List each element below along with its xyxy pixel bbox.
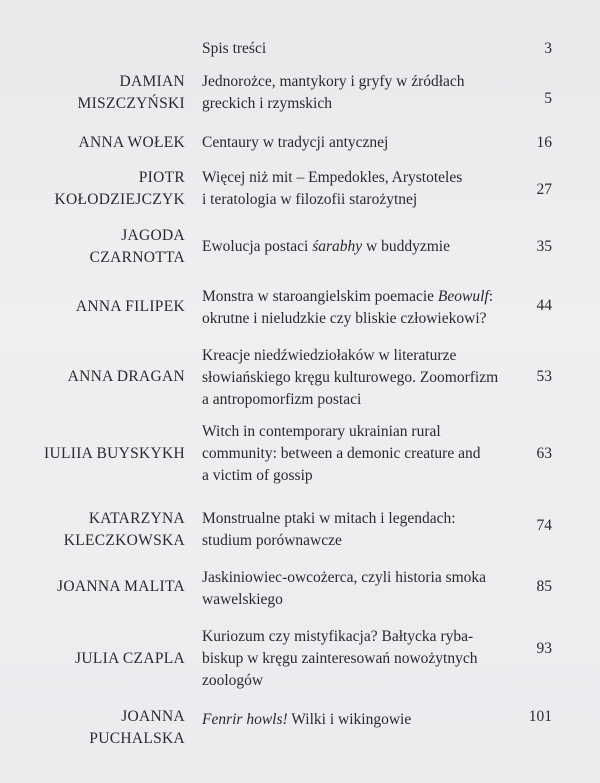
entry-author: JULIA CZAPLA: [75, 650, 185, 667]
entry-page: 53: [536, 368, 552, 385]
entry-author: ANNA WOŁEK: [78, 134, 185, 151]
entry-page: 63: [536, 445, 552, 462]
entry-author: JAGODA CZARNOTTA: [89, 227, 185, 266]
entry-page: 35: [536, 238, 552, 255]
entry-page: 27: [536, 181, 552, 198]
entry-title: Więcej niż mit – Empedokles, Arystoteles i teratologia w filozofii starożytnej: [202, 169, 463, 208]
toc-heading-page: 3: [544, 40, 552, 57]
entry-page: 101: [528, 708, 552, 725]
entry-title: Centaury w tradycji antycznej: [202, 134, 389, 151]
entry-title: Jednorożce, mantykory i gryfy w źródłach greckich i rzymskich: [202, 73, 465, 112]
entry-author: DAMIAN MISZCZYŃSKI: [77, 73, 185, 112]
entry-page: 16: [536, 134, 552, 151]
entry-title: Ewolucja postaci śarabhy w buddyzmie: [202, 238, 450, 255]
entry-title: Jaskiniowiec-owcożerca, czyli historia smoka wawelskiego: [202, 569, 487, 608]
entry-title: Fenrir howls! Wilki i wikingowie: [202, 711, 412, 728]
entry-title: Kuriozum czy mistyfikacja? Bałtycka ryba- biskup w kręgu zainteresowań nowożytnych zoologów: [202, 628, 478, 689]
entry-title: Witch in contemporary ukrainian rural community: between a demonic creature and a victim of gossip: [202, 423, 481, 484]
entry-author: ANNA DRAGAN: [67, 368, 185, 385]
entry-page: 5: [544, 90, 552, 107]
entry-title: Monstrualne ptaki w mitach i legendach: studium porównawcze: [202, 510, 456, 549]
entry-author: IULIIA BUYSKYKH: [44, 445, 185, 462]
entry-author: PIOTR KOŁODZIEJCZYK: [54, 169, 185, 208]
entry-title: Kreacje niedźwiedziołaków w literaturze słowiańskiego kręgu kulturowego. Zoomorfizm a antropomorfizm postaci: [202, 347, 499, 408]
entry-author: KATARZYNA KLECZKOWSKA: [63, 510, 185, 549]
entry-author: ANNA FILIPEK: [75, 298, 185, 315]
entry-page: 93: [536, 640, 552, 657]
toc-heading: Spis treści: [202, 40, 267, 57]
entry-title: Monstra w staroangielskim poemacie Beowulf: okrutne i nieludzkie czy bliskie człowiekowi?: [202, 288, 494, 327]
entry-author: JOANNA PUCHALSKA: [89, 708, 185, 747]
entry-page: 85: [536, 578, 552, 595]
entry-page: 74: [536, 517, 552, 534]
entry-page: 44: [536, 297, 552, 314]
entry-author: JOANNA MALITA: [57, 578, 185, 595]
